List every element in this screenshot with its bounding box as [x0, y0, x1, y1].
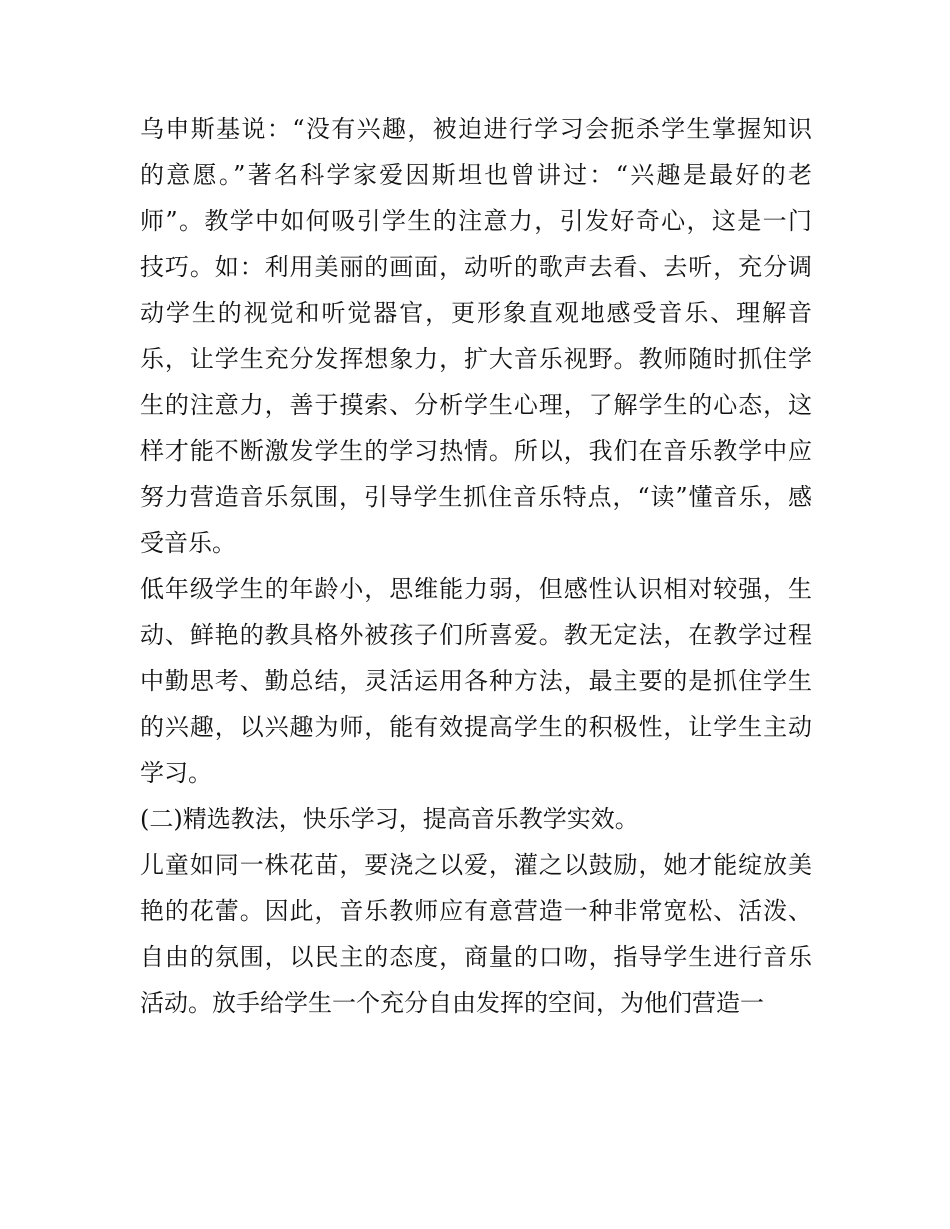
text-line: 乌申斯基说：“没有兴趣，被迫进行学习会扼杀学生掌握知识 — [140, 115, 812, 143]
text-line: 中勤思考、勤总结，灵活运用各种方法，最主要的是抓住学生 — [140, 667, 812, 695]
section-heading: (二)精选教法，快乐学习，提高音乐教学实效。 — [140, 805, 639, 833]
text-line: 动学生的视觉和听觉器官，更形象直观地感受音乐、理解音 — [140, 299, 812, 327]
text-line: 低年级学生的年龄小，思维能力弱，但感性认识相对较强，生 — [140, 575, 812, 603]
text-line: 生的注意力，善于摸索、分析学生心理，了解学生的心态，这 — [140, 391, 812, 419]
text-line: 的意愿。”著名科学家爱因斯坦也曾讲过：“兴趣是最好的老 — [140, 161, 812, 189]
text-line: 动、鲜艳的教具格外被孩子们所喜爱。教无定法，在教学过程 — [140, 621, 812, 649]
text-line: 师”。教学中如何吸引学生的注意力，引发好奇心，这是一门 — [140, 207, 812, 235]
text-line: 乐，让学生充分发挥想象力，扩大音乐视野。教师随时抓住学 — [140, 345, 812, 373]
text-line: 儿童如同一株花苗，要浇之以爱，灌之以鼓励，她才能绽放美 — [140, 851, 812, 879]
text-line: 学习。 — [140, 759, 212, 787]
text-line: 艳的花蕾。因此，音乐教师应有意营造一种非常宽松、活泼、 — [140, 897, 812, 925]
text-line: 努力营造音乐氛围，引导学生抓住音乐特点，“读”懂音乐，感 — [140, 483, 812, 511]
text-line: 自由的氛围，以民主的态度，商量的口吻，指导学生进行音乐 — [140, 943, 812, 971]
text-line: 活动。放手给学生一个充分自由发挥的空间，为他们营造一 — [140, 989, 764, 1017]
text-line: 受音乐。 — [140, 529, 236, 557]
text-line: 样才能不断激发学生的学习热情。所以，我们在音乐教学中应 — [140, 437, 812, 465]
body-text — [140, 106, 812, 1026]
text-line: 的兴趣，以兴趣为师，能有效提高学生的积极性，让学生主动 — [140, 713, 812, 741]
text-line: 技巧。如：利用美丽的画面，动听的歌声去看、去听，充分调 — [140, 253, 812, 281]
